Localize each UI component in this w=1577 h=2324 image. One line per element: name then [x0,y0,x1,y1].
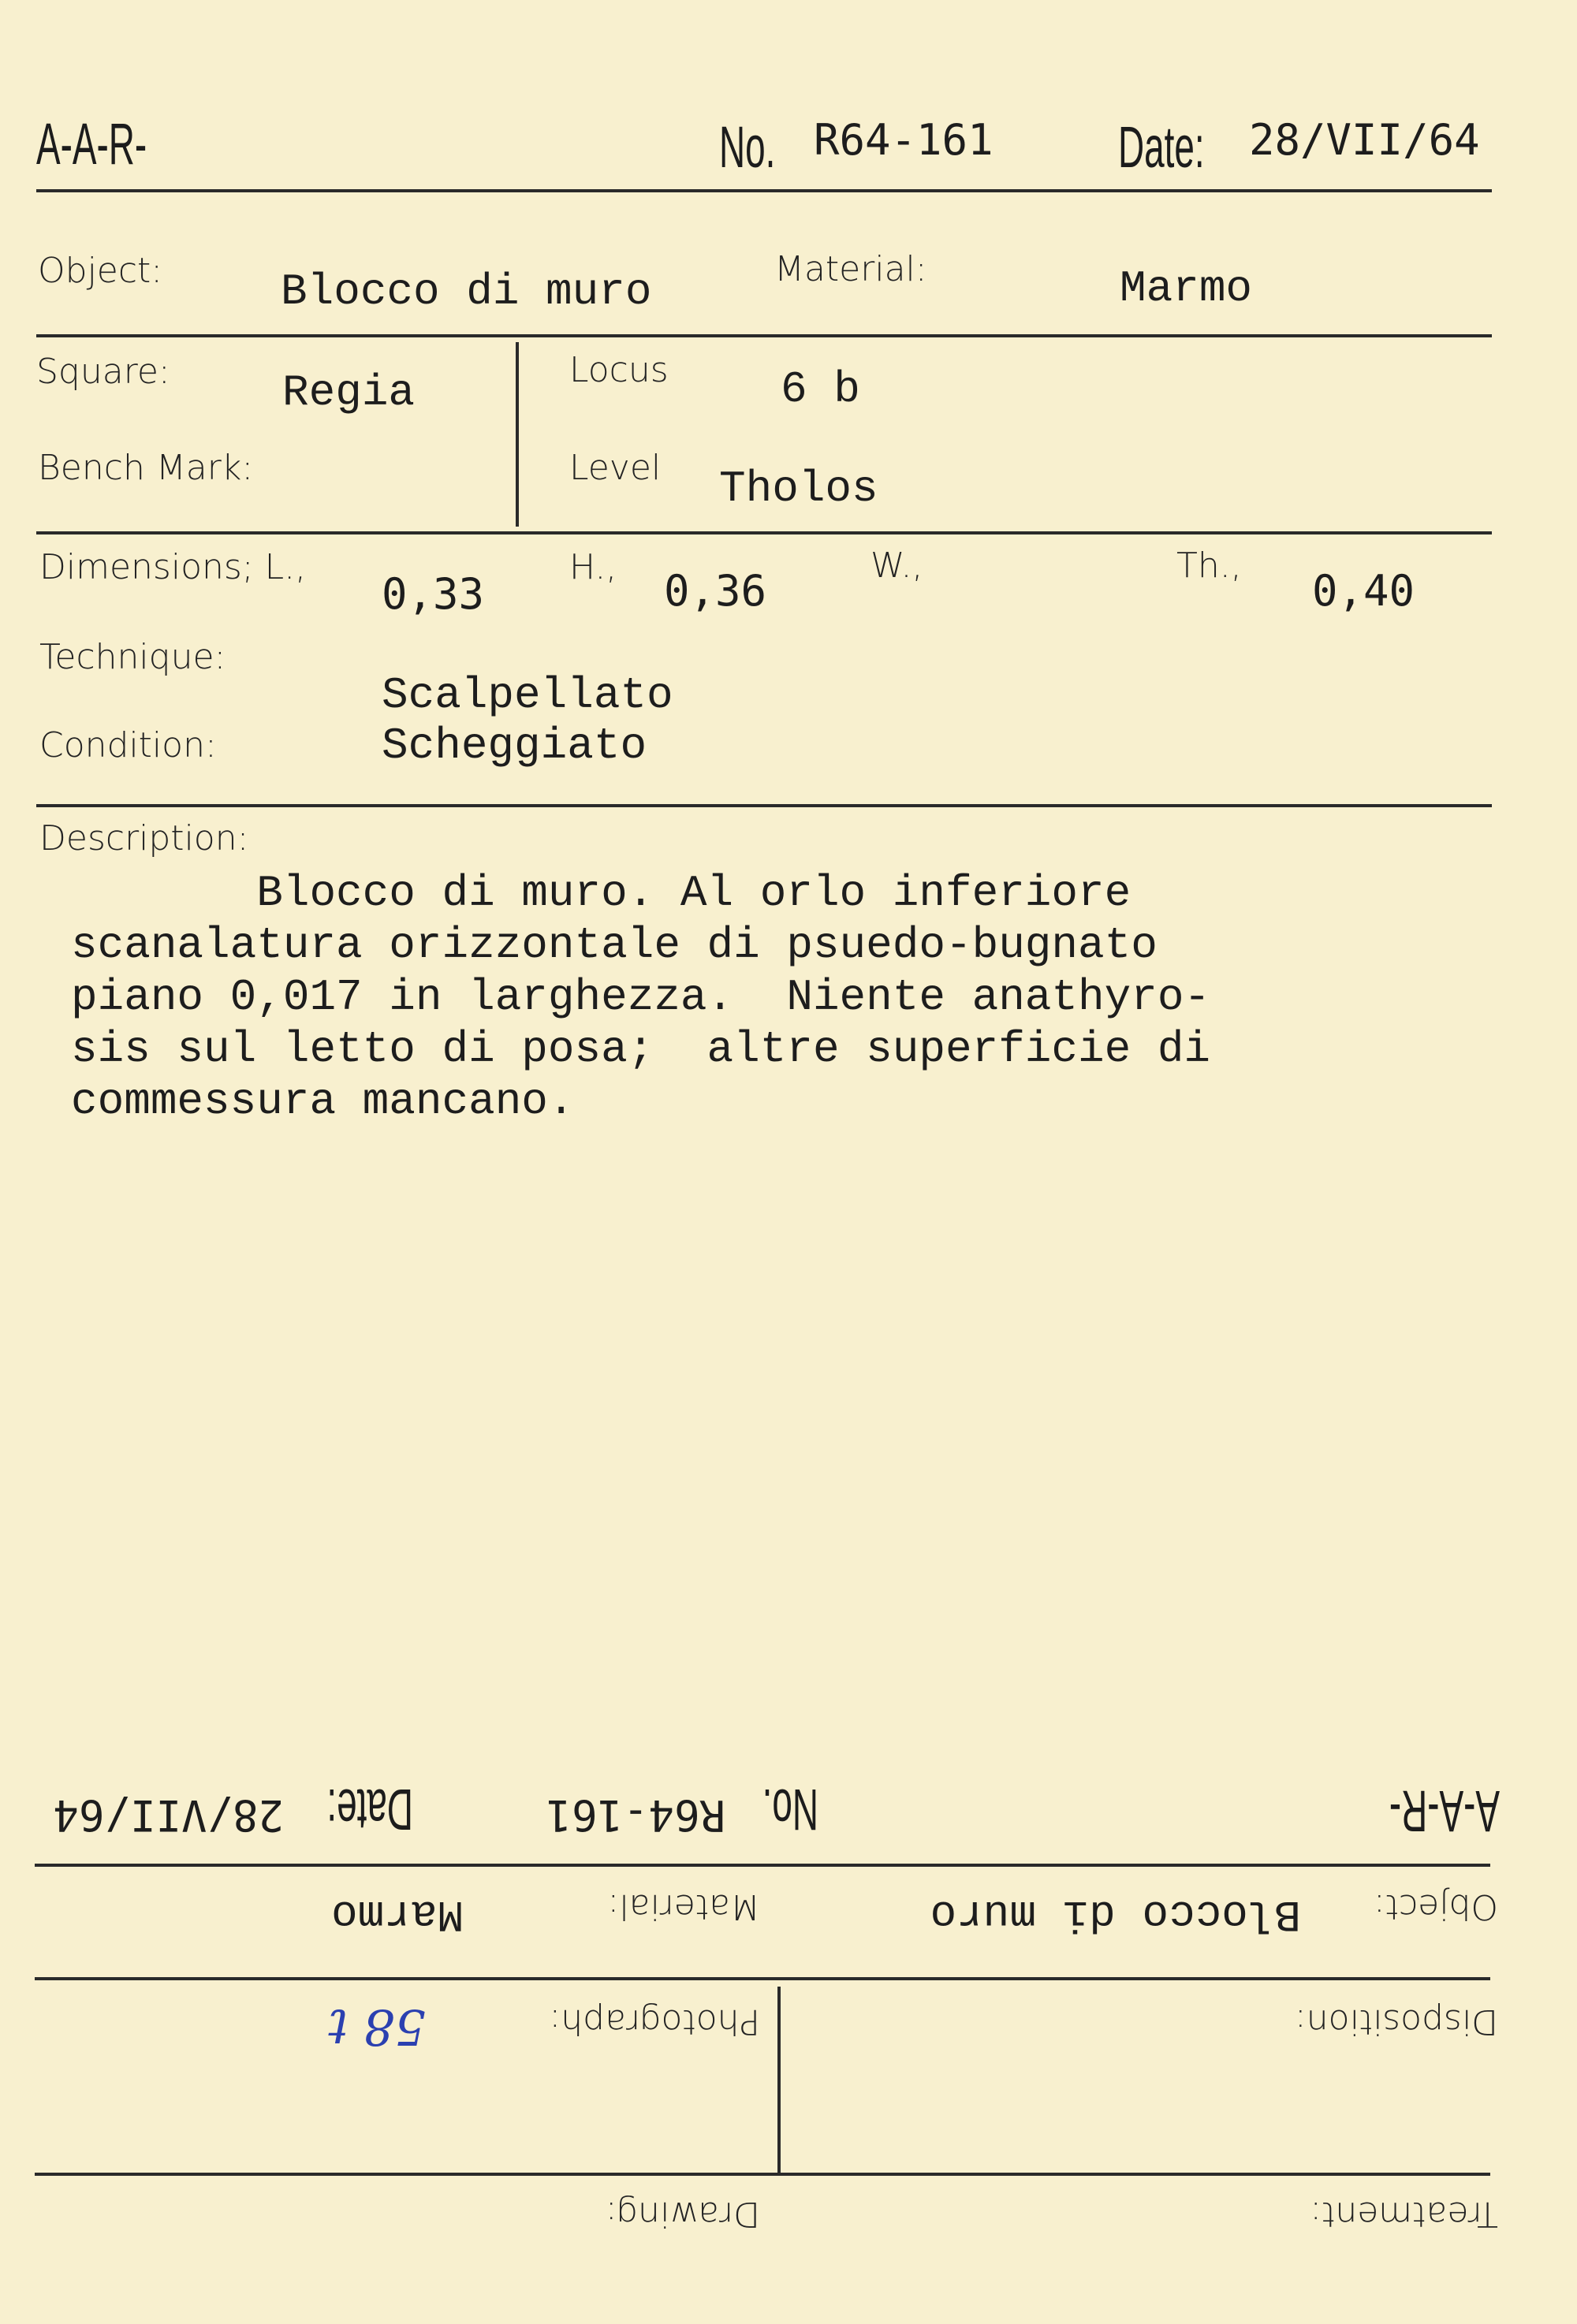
dimension-height-label: H., [569,547,617,587]
dimension-thickness-label: Th., [1176,546,1242,586]
square-value: Regia [282,367,416,418]
photograph-number-handwritten: 58 t [328,1998,426,2056]
object-value: Blocco di muro [281,266,652,317]
description-text: Blocco di muro. Al orlo inferiore scanalatura orizzontale di psuedo-bugnato piano 0,017 in larghezza. Niente anathyro- sis sul letto di posa; altre superficie di commessura mancano. [71,868,1211,1127]
reversed-disposition-label: Disposition: [1294,2002,1498,2042]
locus-rule [36,531,1492,534]
material-label: Material: [774,249,927,289]
level-value: Tholos [719,464,878,514]
number-value: R64-161 [814,115,994,165]
reversed-top-rule [35,2173,1490,2176]
reversed-object-label: Object: [1373,1886,1498,1927]
reversed-object-rule [35,1977,1490,1980]
dimension-thickness: 0,40 [1312,566,1415,616]
locus-label: Locus [569,350,669,390]
date-label: Date: [1118,114,1205,180]
header-rule [36,189,1492,192]
reversed-number-value: R64-161 [546,1790,725,1840]
dimensions-label: Dimensions; L., [39,547,307,587]
technique-label: Technique: [39,637,226,677]
square-label: Square: [36,352,170,392]
condition-label: Condition: [39,725,217,765]
reversed-section-divider [777,1987,781,2176]
date-value: 28/VII/64 [1249,115,1480,165]
reversed-header-rule [35,1864,1490,1867]
condition-rule [36,804,1492,807]
reversed-card-section [0,1687,1577,2324]
reversed-date-value: 28/VII/64 [53,1790,284,1840]
bench-mark-label: Bench Mark: [38,448,254,488]
reversed-org-code: A-A-R- [1389,1778,1500,1844]
reversed-date-label: Date: [326,1777,413,1842]
material-value: Marmo [1120,263,1253,314]
reversed-photograph-label: Photograph: [549,2002,760,2042]
reversed-number-label: No. [762,1777,818,1842]
reversed-material-label: Material: [607,1886,760,1927]
dimension-length: 0,33 [382,569,485,619]
dimension-height: 0,36 [664,566,767,616]
object-label: Object: [38,251,163,291]
description-label: Description: [39,818,249,858]
reversed-material-value: Marmo [330,1889,464,1939]
org-code: A-A-R- [36,111,147,177]
object-rule [36,334,1492,337]
reversed-treatment-label: Treatment: [1310,2194,1498,2234]
locus-value: 6 b [781,364,860,415]
dimension-width-label: W., [871,546,923,586]
number-label: No. [719,114,776,180]
reversed-object-value: Blocco di muro [930,1889,1301,1939]
reversed-drawing-label: Drawing: [605,2194,760,2234]
condition-value: Scheggiato [382,721,647,771]
technique-value: Scalpellato [382,670,673,721]
level-label: Level [569,448,662,488]
square-divider [516,342,519,527]
